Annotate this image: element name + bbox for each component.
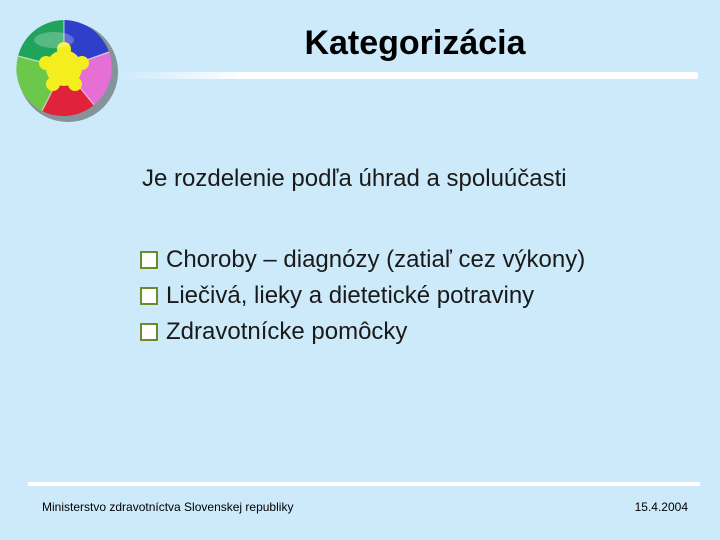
footer-date: 15.4.2004 [634, 500, 688, 514]
slide-title: Kategorizácia [304, 24, 526, 62]
bullet-list [140, 242, 585, 350]
bullet-text: Liečivá, lieky a dietetické potraviny [166, 282, 535, 309]
bullet-text: Zdravotnícke pomôcky [166, 318, 408, 345]
checkbox-bullet-icon [140, 251, 158, 269]
checkbox-bullet-icon [140, 287, 158, 305]
slide-subtitle: Je rozdelenie podľa úhrad a spoluúčasti [142, 165, 567, 192]
title-divider [120, 72, 698, 79]
footer-organization: Ministerstvo zdravotníctva Slovenskej republiky [42, 500, 294, 514]
list-item [140, 278, 585, 314]
puzzle-circle-icon [12, 16, 120, 124]
bullet-text: Choroby – diagnózy (zatiaľ cez výkony) [166, 246, 586, 273]
list-item [140, 314, 585, 350]
list-item [140, 242, 585, 278]
checkbox-bullet-icon [140, 323, 158, 341]
footer-divider [28, 482, 700, 486]
